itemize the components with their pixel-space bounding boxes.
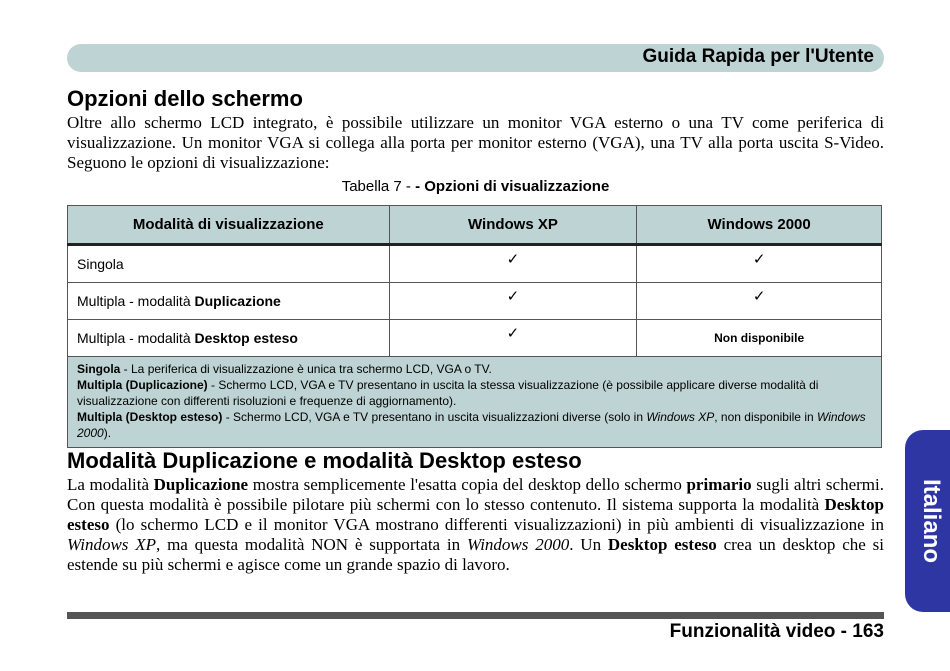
win2000-cell: Non disponibile [637, 320, 882, 357]
section-paragraph-display-options: Oltre allo schermo LCD integrato, è possibile utilizzare un monitor VGA esterno o una TV come periferica di visualizzazione. Un monitor VGA si collega alla porta per monitor esterno (VGA), una TV alla porta uscita S-Video. Seguono le opzioni di visualizzazione: [67, 113, 884, 172]
note-text: - La periferica di visualizzazione è unica tra schermo LCD, VGA o TV. [120, 362, 492, 376]
check-icon: ✓ [752, 287, 766, 305]
winxp-cell [389, 320, 637, 357]
mode-cell [68, 283, 390, 320]
note-text: , non disponibile in [714, 410, 817, 424]
mode-text: Multipla - modalità [77, 330, 195, 346]
table-notes-row [68, 357, 882, 448]
note-os: Windows 2000 [77, 410, 866, 440]
header-win2000: Windows 2000 [637, 206, 882, 245]
note-os: Windows XP [646, 410, 715, 424]
mode-text: Multipla - modalità [77, 293, 195, 309]
note-text: ). [103, 426, 112, 440]
footer-page-title: Funzionalità video - 163 [669, 621, 884, 642]
win2000-cell [637, 245, 882, 283]
table-row [68, 320, 882, 357]
note-term: Singola [77, 362, 121, 376]
note-term: Multipla (Duplicazione) [77, 378, 208, 392]
check-icon: ✓ [752, 250, 766, 268]
section-title-duplication: Modalità Duplicazione e modalità Desktop esteso [67, 448, 582, 473]
footer-rule [67, 612, 884, 619]
language-side-tab [905, 430, 950, 612]
header-mode: Modalità di visualizzazione [68, 206, 390, 245]
winxp-cell [389, 283, 637, 320]
table-header-row [68, 206, 882, 245]
note-term: Multipla (Desktop esteso) [77, 410, 223, 424]
table-caption [67, 178, 884, 195]
win2000-cell [637, 283, 882, 320]
mode-text: Singola [77, 256, 124, 272]
mode-text-bold: Duplicazione [194, 293, 281, 309]
section-title-display-options: Opzioni dello schermo [67, 86, 303, 111]
caption-title: - Opzioni di visualizzazione [415, 178, 610, 195]
side-tab-label: Italiano [918, 478, 945, 563]
mode-cell [68, 320, 390, 357]
winxp-cell [389, 245, 637, 283]
header-winxp: Windows XP [389, 206, 637, 245]
check-icon: ✓ [506, 324, 520, 342]
mode-text-bold: Desktop esteso [194, 330, 298, 346]
section-paragraph-duplication: La modalità Duplicazione mostra semplicemente l'esatta copia del desktop dello schermo primario sugli altri schermi. Con questa modalità è possibile pilotare più schermi con lo stesso contenuto. Il sistema supporta la modalità Desktop esteso (lo schermo LCD e il monitor VGA mostrano differenti visualizzazioni) in più ambienti di visualizzazione in Windows XP, ma questa modalità NON è supportata in Windows 2000. Un Desktop esteso crea un desktop che si estende su più schermi e agisce come un grande spazio di lavoro. [67, 475, 884, 574]
note-text: - Schermo LCD, VGA e TV presentano in uscita visualizzazioni diverse (solo in [222, 410, 647, 424]
display-options-table [67, 205, 882, 448]
table-row [68, 245, 882, 283]
table-notes [68, 357, 882, 448]
check-icon: ✓ [506, 287, 520, 305]
note-text: - Schermo LCD, VGA e TV presentano in uscita la stessa visualizzazione (è possibile applicare diverse modalità di visualizzazione con differenti risoluzioni e frequenze di aggiornamento). [77, 378, 819, 408]
check-icon: ✓ [506, 250, 520, 268]
header-title: Guida Rapida per l'Utente [642, 46, 874, 67]
mode-cell [68, 245, 390, 283]
caption-prefix: Tabella 7 - [341, 178, 416, 195]
header-bar [67, 44, 884, 72]
table-row [68, 283, 882, 320]
